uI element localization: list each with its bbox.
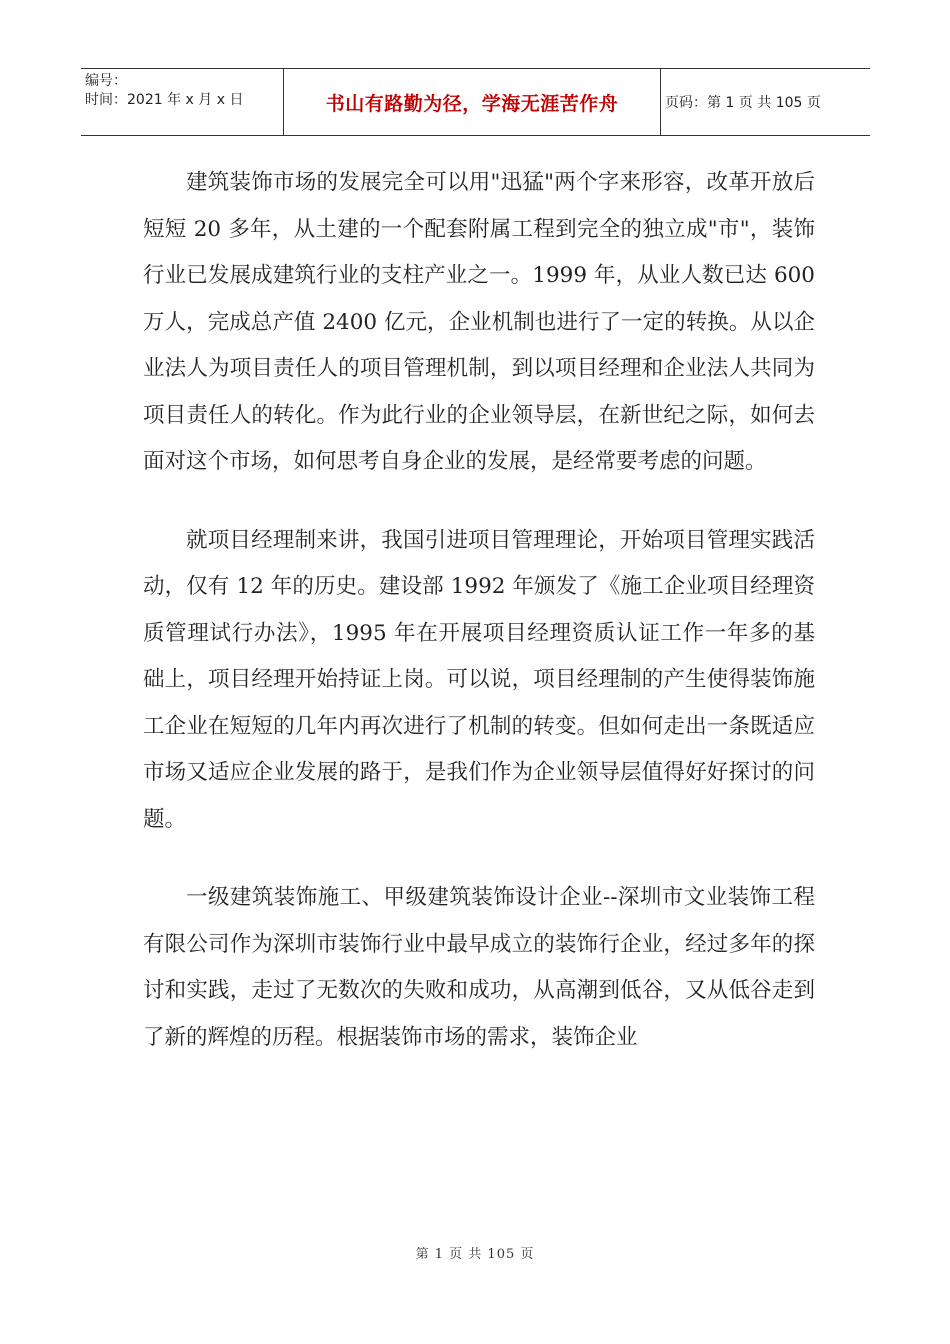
page-footer: 第 1 页 共 105 页 (415, 1247, 535, 1262)
header-motto: 书山有路勤为径，学海无涯苦作舟 (283, 69, 661, 135)
paragraph-1: 建筑装饰市场的发展完全可以用"迅猛"两个字来形容，改革开放后短短 20 多年，从土建的一个配套附属工程到完全的独立成"市"，装饰行业已发展成建筑行业的支柱产业之一。1999 年，从业人数已达 600 万人，完成总产值 2400 亿元，企业机制也进行了一定的转换。从以企业法人为项目责任人的项目管理机制，到以项目经理和企业法人共同为项目责任人的转化。作为此行业的企业领导层，在新世纪之际，如何去面对这个市场，如何思考自身企业的发展，是经常要考虑的问题。 (143, 170, 815, 474)
paragraph-3: 一级建筑装饰施工、甲级建筑装饰设计企业--深圳市文业装饰工程有限公司作为深圳市装饰行业中最早成立的装饰行企业，经过多年的探讨和实践，走过了无数次的失败和成功，从高潮到低谷，又从低谷走到了新的辉煌的历程。根据装饰市场的需求，装饰企业 (143, 885, 815, 1050)
document-date: 时间：2021 年 x 月 x 日 (85, 92, 244, 108)
header-page-info: 页码：第 1 页 共 105 页 (665, 95, 821, 111)
document-number-label: 编号： (85, 73, 127, 89)
page-header (81, 68, 870, 136)
document-body (143, 160, 815, 1093)
header-meta (81, 69, 283, 135)
paragraph-2: 就项目经理制来讲，我国引进项目管理理论，开始项目管理实践活动，仅有 12 年的历史。建设部 1992 年颁发了《施工企业项目经理资质管理试行办法》，1995 年在开展项目经理资质认证工作一年多的基础上，项目经理开始持证上岗。可以说，项目经理制的产生使得装饰施工企业在短短的几年内再次进行了机制的转变。但如何走出一条既适应市场又适应企业发展的路于，是我们作为企业领导层值得好好探讨的问题。 (143, 527, 815, 832)
